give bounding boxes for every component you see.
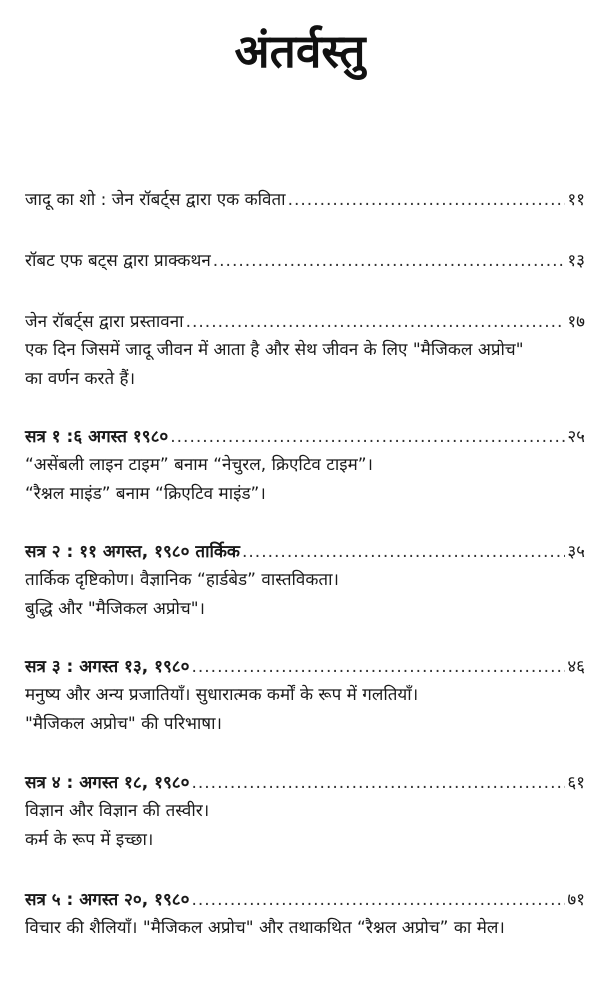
toc-entry-page-number: २५ bbox=[567, 427, 585, 447]
toc-entry-label: सत्र ४ : अगस्त १८, १९८० bbox=[25, 773, 190, 793]
toc-entry-session-2[interactable] bbox=[25, 538, 585, 624]
toc-entry-poem[interactable] bbox=[25, 186, 585, 214]
toc-entry-label: सत्र ५ : अगस्त २०, १९८० bbox=[25, 890, 190, 910]
toc-entry-description: बुद्धि और "मैजिकल अप्रोच"। bbox=[25, 599, 205, 619]
toc-entry-row bbox=[25, 886, 585, 914]
toc-entry-row bbox=[25, 538, 585, 566]
toc-entry-description: कर्म के रूप में इच्छा। bbox=[25, 830, 154, 850]
toc-entry-row bbox=[25, 186, 585, 214]
toc-entry-page-number: ६१ bbox=[567, 773, 585, 793]
toc-entry-foreword[interactable] bbox=[25, 247, 585, 275]
toc-entry-session-1[interactable] bbox=[25, 423, 585, 509]
page-title: अंतर्वस्तु bbox=[234, 24, 366, 78]
toc-entry-row bbox=[25, 653, 585, 681]
toc-entry-row bbox=[25, 423, 585, 451]
toc-entry-row bbox=[25, 308, 585, 336]
toc-entry-session-4[interactable] bbox=[25, 769, 585, 855]
toc-entry-session-3[interactable] bbox=[25, 653, 585, 739]
toc-entry-page-number: १७ bbox=[567, 312, 585, 332]
toc-entry-label: जेन रॉबर्ट्स द्वारा प्रस्तावना bbox=[25, 312, 184, 332]
toc-entry-page-number: ४६ bbox=[567, 657, 585, 677]
toc-entry-label: सत्र २ : ११ अगस्त, १९८० तार्किक bbox=[25, 542, 240, 562]
dot-leader bbox=[170, 423, 565, 451]
dot-leader bbox=[191, 769, 565, 797]
toc-entry-page-number: ३५ bbox=[567, 542, 585, 562]
toc-entry-row bbox=[25, 769, 585, 797]
toc-entry-description: "मैजिकल अप्रोच" की परिभाषा। bbox=[25, 714, 222, 734]
toc-entry-description: मनुष्य और अन्य प्रजातियाँ। सुधारात्मक कर्मों के रूप में गलतियाँ। bbox=[25, 685, 419, 705]
toc-entry-label: रॉबट एफ बट्स द्वारा प्राक्कथन bbox=[25, 251, 211, 271]
toc-entry-description: “असेंबली लाइन टाइम” बनाम “नेचुरल, क्रिएटिव टाइम”। bbox=[25, 455, 373, 475]
dot-leader bbox=[191, 653, 565, 681]
dot-leader bbox=[213, 247, 566, 275]
toc-entry-label: जादू का शो : जेन रॉबर्ट्स द्वारा एक कविता bbox=[25, 190, 286, 210]
toc-entry-session-5[interactable] bbox=[25, 886, 585, 943]
toc-entry-description: का वर्णन करते हैं। bbox=[25, 369, 136, 389]
toc-entry-introduction[interactable] bbox=[25, 308, 585, 394]
toc-entry-page-number: १३ bbox=[567, 251, 585, 271]
toc-entry-description: एक दिन जिसमें जादू जीवन में आता है और सेथ जीवन के लिए "मैजिकल अप्रोच" bbox=[25, 340, 524, 360]
dot-leader bbox=[186, 308, 566, 336]
toc-entry-label: सत्र ३ : अगस्त १३, १९८० bbox=[25, 657, 190, 677]
toc-entry-description: “रैश्नल माइंड” बनाम “क्रिएटिव माइंड”। bbox=[25, 484, 266, 504]
toc-entry-description: विज्ञान और विज्ञान की तस्वीर। bbox=[25, 801, 210, 821]
dot-leader bbox=[242, 538, 565, 566]
toc-entry-row bbox=[25, 247, 585, 275]
toc-entry-page-number: ११ bbox=[567, 190, 585, 210]
toc-entry-description: तार्किक दृष्टिकोण। वैज्ञानिक “हार्डबेड” वास्तविकता। bbox=[25, 570, 339, 590]
toc-entry-description: विचार की शैलियाँ। "मैजिकल अप्रोच" और तथाकथित “रैश्नल अप्रोच” का मेल। bbox=[25, 918, 505, 938]
dot-leader bbox=[191, 886, 565, 914]
dot-leader bbox=[288, 186, 566, 214]
toc-entry-label: सत्र १ :६ अगस्त १९८० bbox=[25, 427, 169, 447]
toc-entry-page-number: ७१ bbox=[567, 890, 585, 910]
